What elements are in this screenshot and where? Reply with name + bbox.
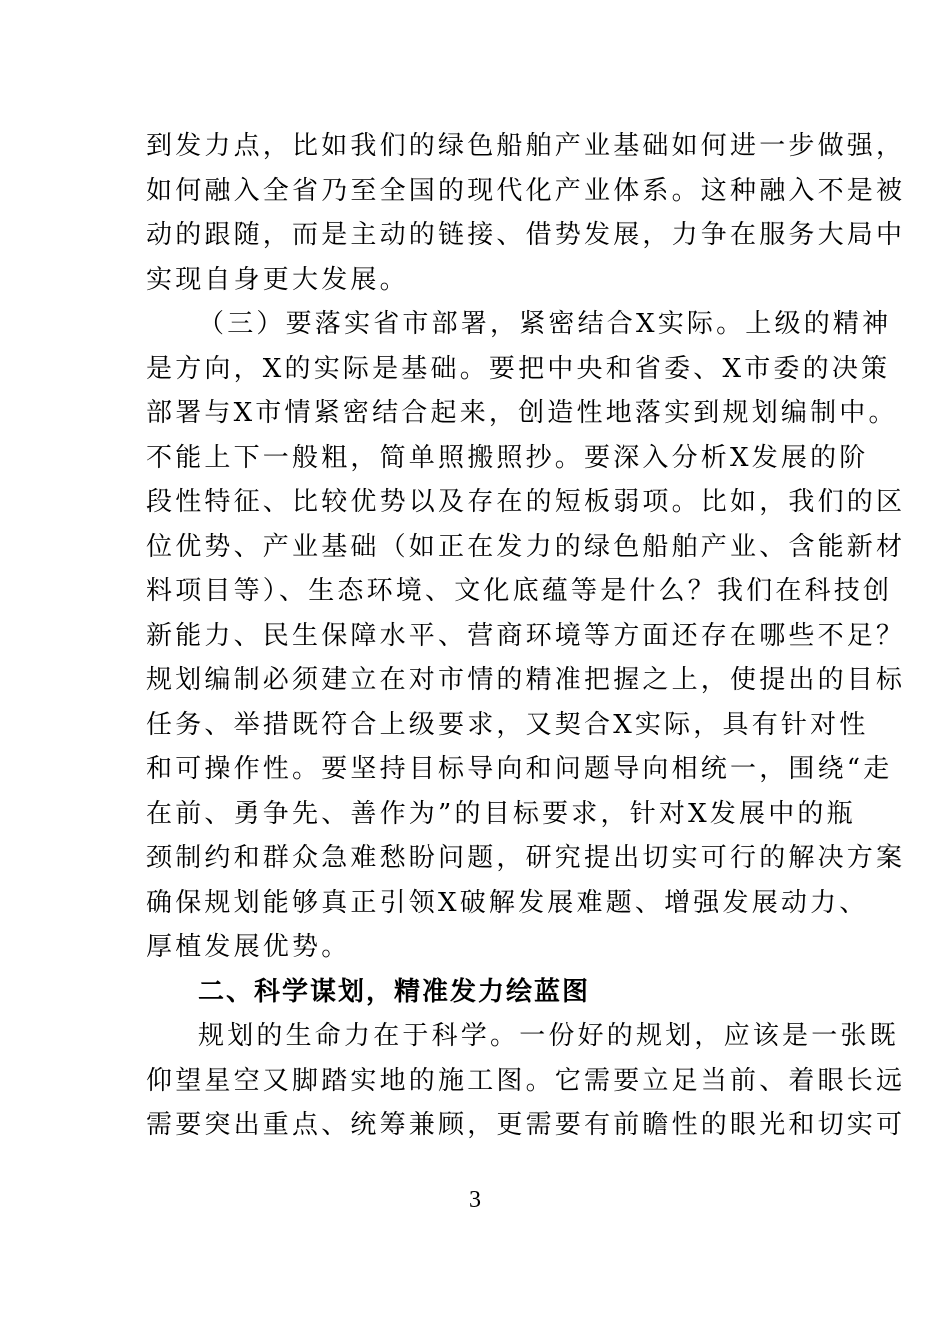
text-line: 是方向，X的实际是基础。要把中央和省委、X市委的决策 — [146, 354, 891, 384]
text-line: 任务、举措既符合上级要求，又契合X实际，具有针对性 — [146, 710, 869, 740]
text-line: 规划的生命力在于科学。一份好的规划，应该是一张既 — [198, 1021, 899, 1051]
page-number: 3 — [469, 1187, 481, 1213]
text-line: 厚植发展优势。 — [146, 932, 351, 962]
text-line: 段性特征、比较优势以及存在的短板弱项。比如，我们的区 — [146, 487, 906, 517]
text-line: 规划编制必须建立在对市情的精准把握之上，使提出的目标 — [146, 665, 906, 695]
text-line: 料项目等）、生态环境、文化底蕴等是什么？我们在科技创 — [146, 576, 893, 606]
section-heading: 二、科学谋划，精准发力绘蓝图 — [198, 977, 591, 1007]
text-line: 不能上下一般粗，简单照搬照抄。要深入分析X发展的阶 — [146, 443, 869, 473]
text-line: 动的跟随，而是主动的链接、借势发展，力争在服务大局中 — [146, 220, 906, 250]
text-line: 到发力点，比如我们的绿色船舶产业基础如何进一步做强， — [146, 131, 906, 161]
section-three-heading-line: （三）要落实省市部署，紧密结合X实际。上级的精神 — [198, 309, 892, 339]
text-line: 新能力、民生保障水平、营商环境等方面还存在哪些不足？ — [146, 621, 906, 651]
text-line: 位优势、产业基础（如正在发力的绿色船舶产业、含能新材 — [146, 532, 906, 562]
text-line: 确保规划能够真正引领X破解发展难题、增强发展动力、 — [146, 888, 869, 918]
text-line: 如何融入全省乃至全国的现代化产业体系。这种融入不是被 — [146, 176, 906, 206]
text-line: 颈制约和群众急难愁盼问题，研究提出切实可行的解决方案 — [146, 843, 906, 873]
text-line: 实现自身更大发展。 — [146, 265, 409, 295]
text-line: 需要突出重点、统筹兼顾，更需要有前瞻性的眼光和切实可 — [146, 1110, 906, 1140]
text-line: 部署与X市情紧密结合起来，创造性地落实到规划编制中。 — [146, 398, 898, 428]
text-line: 在前、勇争先、善作为”的目标要求，针对X发展中的瓶 — [146, 799, 856, 829]
text-line: 仰望星空又脚踏实地的施工图。它需要立足当前、着眼长远 — [146, 1066, 906, 1096]
text-line: 和可操作性。要坚持目标导向和问题导向相统一，围绕“走 — [146, 754, 893, 784]
